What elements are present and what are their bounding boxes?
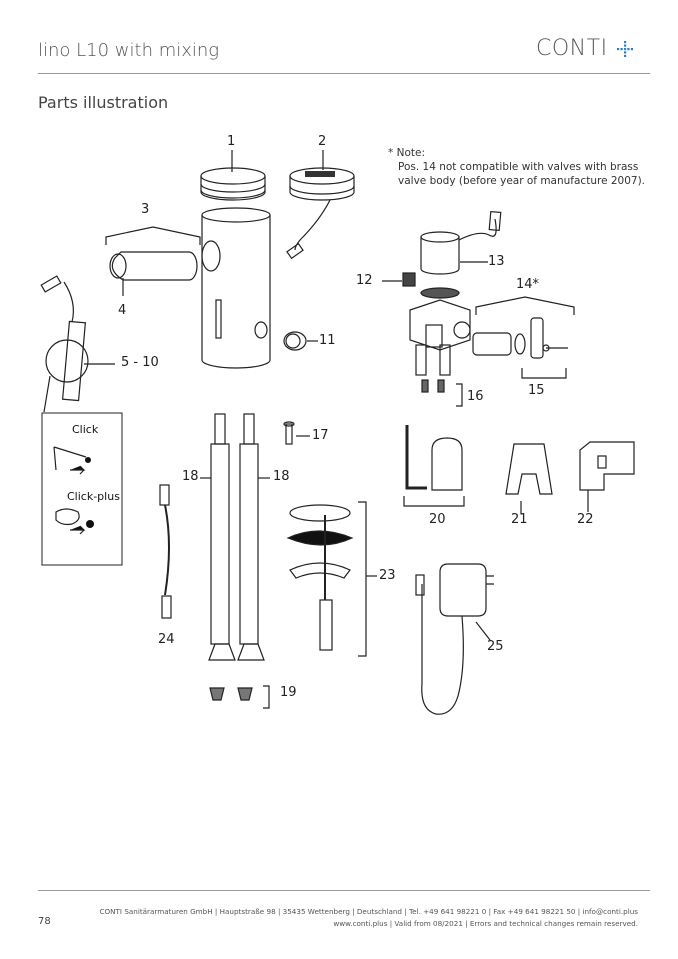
label-part-17: 17 [312, 428, 329, 443]
document-title: lino L10 with mixing [38, 40, 220, 61]
part-21-clip [506, 444, 552, 514]
label-part-20: 20 [429, 512, 446, 527]
faucet-body [202, 208, 270, 368]
section-title: Parts illustration [38, 93, 169, 112]
part-5-10-sensor-module [41, 276, 115, 412]
part-20-key-insert [404, 425, 464, 506]
label-part-18-right: 18 [273, 469, 290, 484]
label-part-12: 12 [356, 273, 373, 288]
label-part-3: 3 [141, 202, 150, 217]
part-2-sensor-cap [287, 150, 354, 258]
label-part-13: 13 [488, 254, 505, 269]
footer-validity-info: www.conti.plus | Valid from 08/2021 | Errors and technical changes remain reserved. [333, 919, 638, 928]
label-part-14: 14* [516, 277, 540, 292]
conti-logo: CONTI [536, 36, 608, 61]
part-18-hoses [200, 414, 270, 660]
part-12-insert [382, 273, 415, 286]
label-part-1: 1 [227, 134, 236, 149]
label-part-15: 15 [528, 383, 545, 398]
page-number: 78 [38, 916, 51, 927]
part-17-screw [284, 422, 310, 444]
note-heading: * Note: [388, 147, 425, 159]
label-part-4: 4 [118, 303, 127, 318]
label-part-24: 24 [158, 632, 175, 647]
part-23-mounting-set [288, 502, 377, 656]
part-14-mixer-set [473, 297, 574, 358]
part-1-cap [201, 150, 265, 200]
label-part-18-left: 18 [182, 469, 199, 484]
part-24-cable [160, 485, 171, 618]
footer-divider [38, 890, 650, 891]
part-25-power-supply [416, 564, 494, 714]
footer-company-info: CONTI Sanitärarmaturen GmbH | Hauptstraße 98 | 35435 Wettenberg | Deutschland | Tel. +49 641 98221 0 | Fax +49 641 98221 50 | info@conti.plus [99, 907, 638, 916]
valve-body [410, 288, 470, 375]
note-line-1: Pos. 14 not compatible with valves with brass [398, 161, 639, 173]
label-part-16: 16 [467, 389, 484, 404]
label-part-21: 21 [511, 512, 528, 527]
label-part-25: 25 [487, 639, 504, 654]
part-3-spout [110, 252, 197, 296]
label-part-23: 23 [379, 568, 396, 583]
part-15-bracket [522, 368, 566, 378]
label-part-5-10: 5 - 10 [121, 355, 159, 370]
note-line-2: valve body (before year of manufacture 2007). [398, 175, 646, 187]
label-part-22: 22 [577, 512, 594, 527]
part-3-bracket [106, 227, 200, 245]
inset-click-label: Click [72, 423, 99, 436]
label-part-11: 11 [319, 333, 336, 348]
part-16-filters [422, 380, 462, 406]
inset-click-plus-label: Click-plus [67, 490, 120, 503]
part-11-plug [284, 332, 318, 350]
part-22-holder [580, 442, 634, 512]
label-part-19: 19 [280, 685, 297, 700]
part-19-seals [210, 686, 269, 708]
label-part-2: 2 [318, 134, 327, 149]
